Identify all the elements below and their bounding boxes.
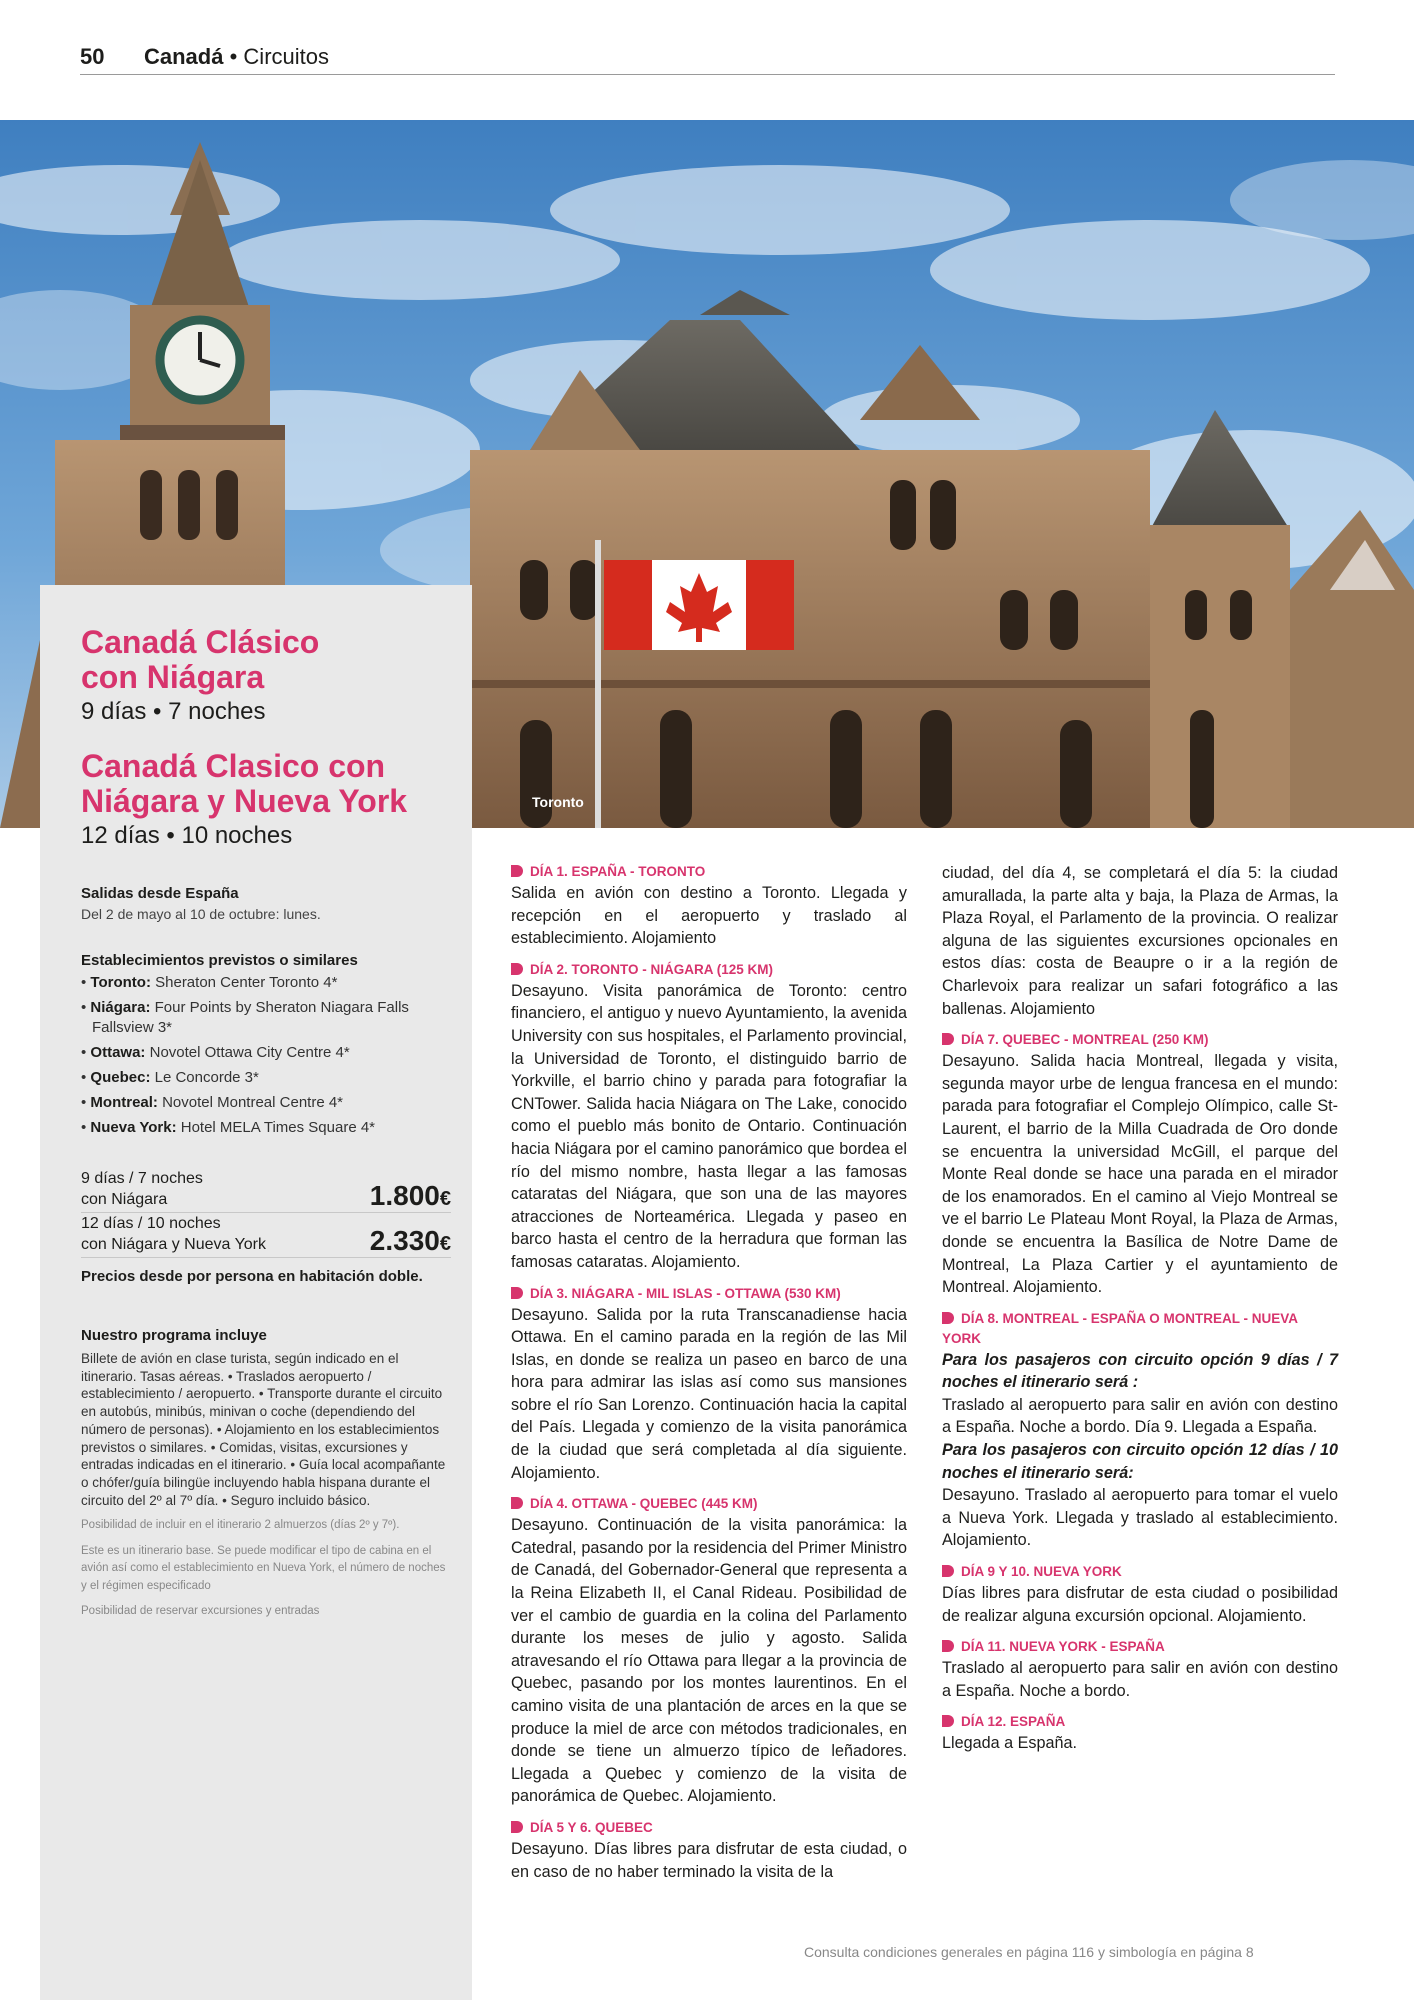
- price-row: [81, 1168, 451, 1213]
- fine-print: Posibilidad de incluir en el itinerario 2 almuerzos (días 2º y 7º).: [81, 1519, 400, 1532]
- day-text: Desayuno. Visita panorámica de Toronto: centro financiero, el antiguo y nuevo Ayuntamiento, la avenida University con sus hospitales, el Parlamento provincial, la Universidad de Toronto, el distinguido barrio de Yorkville, el barrio chino y parada para fotografiar la CNTower. Salida hacia Niágara on The Lake, conocido como el pueblo más bonito de Ontario. Continuación hacia Niágara por el camino panorámico que bordea el río del mismo nombre, hasta llegar a las famosas cataratas del Niágara, que son una de las mayores atracciones de Norteamérica. Llegada y paseo en barco hasta el centro de la herradura que forman las famosas cataratas. Alojamiento.: [511, 981, 907, 1271]
- price-desc: 12 días / 10 noches con Niágara y Nueva York: [81, 1215, 266, 1253]
- includes-heading: Nuestro programa incluye: [81, 1327, 267, 1344]
- day-text: ciudad, del día 4, se completará el día 5: la ciudad amurallada, la parte alta y baja, la Plaza de Armas, la Plaza Royal, el Parlamento de la provincia. O realizar alguna de las siguientes excursiones opcionales en estos días: costa de Beaupre o ir a la región de Charlevoix para realizar un safari fotográfico a las ballenas. Alojamiento: [942, 864, 1338, 1018]
- itinerary-day: [942, 1712, 1338, 1755]
- arrow-icon: [942, 1033, 954, 1045]
- hotel-item: • Quebec: Le Concorde 3*: [81, 1069, 259, 1086]
- trip1-duration: 9 días • 7 noches: [81, 698, 266, 725]
- arrow-icon: [942, 1565, 954, 1577]
- itinerary-day: [511, 862, 907, 950]
- section-title: [144, 44, 329, 70]
- fine-print: Este es un itinerario base. Se puede modificar el tipo de cabina en el avión así como el establecimiento en Nueva York, el número de noches y el régimen especificado: [81, 1544, 446, 1592]
- trip1-title: Canadá Clásico con Niágara: [81, 624, 320, 695]
- day-heading: DÍA 11. NUEVA YORK - ESPAÑA: [942, 1637, 1338, 1657]
- section-title-category: • Circuitos: [229, 44, 329, 69]
- itinerary-column-2: [942, 862, 1338, 1765]
- price-amount: 1.800€: [369, 1180, 451, 1211]
- page-header: [80, 44, 1335, 75]
- departures-text: Del 2 de mayo al 10 de octubre: lunes.: [81, 906, 321, 922]
- trip2-duration: 12 días • 10 noches: [81, 822, 293, 849]
- fine-print: Posibilidad de reservar excursiones y entradas: [81, 1605, 320, 1618]
- day-text: Desayuno. Salida por la ruta Transcanadiense hacia Ottawa. En el camino parada en la región de las Mil Islas, en donde se realiza un paseo en barco de una hora para admirar las islas así como sus mansiones sobre el río San Lorenzo. Continuación hacia la capital del País. Llegada y comienzo de la visita panorámica de la ciudad que será completada al día siguiente. Alojamiento.: [511, 1305, 907, 1482]
- day-text: Desayuno. Días libres para disfrutar de esta ciudad, o en caso de no haber terminado la visita de la: [511, 1839, 907, 1881]
- itinerary-day: [942, 1030, 1338, 1299]
- arrow-icon: [942, 1715, 954, 1727]
- price-note: Precios desde por persona en habitación doble.: [81, 1268, 423, 1285]
- arrow-icon: [511, 1287, 523, 1299]
- itinerary-day: [942, 1562, 1338, 1627]
- itinerary-day: [942, 1309, 1338, 1552]
- day-heading: DÍA 3. NIÁGARA - MIL ISLAS - OTTAWA (530 KM): [511, 1284, 907, 1304]
- day-heading: DÍA 8. MONTREAL - ESPAÑA O MONTREAL - NUEVA YORK: [942, 1310, 1298, 1346]
- itinerary-day: [511, 1494, 907, 1808]
- day-text: Salida en avión con destino a Toronto. Llegada y recepción en el aeropuerto y traslado al establecimiento. Alojamiento: [511, 884, 907, 948]
- hotel-item: • Nueva York: Hotel MELA Times Square 4*: [81, 1119, 376, 1136]
- day-heading: DÍA 1. ESPAÑA - TORONTO: [511, 862, 907, 882]
- day-heading: DÍA 9 Y 10. NUEVA YORK: [942, 1562, 1338, 1582]
- option-label: Para los pasajeros con circuito opción 9 días / 7 noches el itinerario será :: [942, 1350, 1338, 1392]
- day-text: Desayuno. Salida hacia Montreal, llegada y visita, segunda mayor urbe de lengua francesa en el mundo: parada para fotografiar el Complejo Olímpico, calle St-Laurent, el barrio de la Milla Cuadrada de Oro donde se encuentra la universidad McGill, el parque del Monte Real donde se hace una parada en el mirador de los enamorados. En el camino al Viejo Montreal se ve el barrio Le Plateau Mont Royal, la Plaza de Armas, donde se encuentra la Basílica de Notre Dame de Montreal, La Plaza Cartier y el ayuntamiento de Montreal. Alojamiento.: [942, 1052, 1338, 1297]
- day-text: Traslado al aeropuerto para salir en avión con destino a España. Noche a bordo.: [942, 1659, 1338, 1700]
- day-heading: DÍA 12. ESPAÑA: [942, 1712, 1338, 1732]
- departures-heading: Salidas desde España: [81, 885, 239, 902]
- price-row: [81, 1213, 451, 1258]
- section-title-country: Canadá: [144, 44, 224, 69]
- day-text: Llegada a España.: [942, 1734, 1078, 1753]
- day-heading: DÍA 2. TORONTO - NIÁGARA (125 KM): [511, 960, 907, 980]
- hotel-item: • Toronto: Sheraton Center Toronto 4*: [81, 974, 338, 991]
- day-text: Días libres para disfrutar de esta ciudad o posibilidad de realizar alguna excursión opcional. Alojamiento.: [942, 1584, 1338, 1625]
- hotel-item: • Montreal: Novotel Montreal Centre 4*: [81, 1094, 344, 1111]
- itinerary-day: [511, 1818, 907, 1883]
- arrow-icon: [511, 865, 523, 877]
- price-amount: 2.330€: [369, 1225, 451, 1256]
- day-heading: DÍA 5 Y 6. QUEBEC: [511, 1818, 907, 1838]
- hotels-list: [81, 973, 451, 1138]
- page-number: 50: [80, 44, 105, 69]
- hotel-item: • Ottawa: Novotel Ottawa City Centre 4*: [81, 1044, 350, 1061]
- day-heading: DÍA 4. OTTAWA - QUEBEC (445 KM): [511, 1494, 907, 1514]
- day-text: Traslado al aeropuerto para salir en avión con destino a España. Noche a bordo. Día 9. Llegada a España.: [942, 1395, 1338, 1437]
- itinerary-day: [511, 960, 907, 1274]
- photo-caption: Toronto: [532, 794, 584, 810]
- arrow-icon: [511, 963, 523, 975]
- includes-text: Billete de avión en clase turista, según indicado en el itinerario. Tasas aéreas. • Traslados aeropuerto / establecimiento / aeropuerto. • Transporte durante el circuito en autobús, minibús, minivan o coche (dependiendo del número de personas). • Alojamiento en los establecimientos previstos o similares. • Comidas, visitas, excursiones y entradas indicadas en el itinerario. • Guía local acompañante o chófer/guía bilingüe incluyendo habla hispana durante el circuito del 2º al 7º día. • Seguro incluido básico.: [81, 1351, 446, 1508]
- arrow-icon: [511, 1497, 523, 1509]
- itinerary-column-1: [511, 862, 907, 1893]
- itinerary-day: [942, 1637, 1338, 1702]
- price-desc: 9 días / 7 noches con Niágara: [81, 1170, 203, 1208]
- day-text: Desayuno. Continuación de la visita panorámica: la Catedral, pasando por la residencia del Primer Ministro de Canadá, del Gobernador-General que representa a la Reina Elizabeth II, el Canal Rideau. Posibilidad de ver el cambio de guardia en la colina del Parlamento durante los meses de julio y agosto. Salida atravesando el río Ottawa para llegar a la provincia de Quebec, pasando por los montes laurentinos. En el camino visita de una plantación de arces en la que se produce la miel de arce con métodos tradicionales, en donde se tiene un almuerzo típico de leñadores. Llegada a Quebec y comienzo de la visita de panorámica de Quebec. Alojamiento.: [511, 1516, 907, 1806]
- trip2-title: Canadá Clasico con Niágara y Nueva York: [81, 748, 408, 819]
- itinerary-day: [511, 1284, 907, 1485]
- day-text: Desayuno. Traslado al aeropuerto para tomar el vuelo a Nueva York. Llegada y traslado al establecimiento. Alojamiento.: [942, 1486, 1338, 1550]
- arrow-icon: [942, 1312, 954, 1324]
- canada-flag: [604, 560, 794, 650]
- hotels-heading: Establecimientos previstos o similares: [81, 952, 358, 969]
- day-heading: DÍA 7. QUEBEC - MONTREAL (250 KM): [942, 1030, 1338, 1050]
- arrow-icon: [511, 1821, 523, 1833]
- option-label: Para los pasajeros con circuito opción 12 días / 10 noches el itinerario será:: [942, 1441, 1338, 1482]
- page-footer: Consulta condiciones generales en página 116 y simbología en página 8: [804, 1944, 1254, 1960]
- itinerary-day-continued: [942, 862, 1338, 1020]
- hotel-item: • Niágara: Four Points by Sheraton Niagara Falls Fallsview 3*: [81, 999, 409, 1036]
- sidebar-panel: [40, 585, 472, 2000]
- arrow-icon: [942, 1640, 954, 1652]
